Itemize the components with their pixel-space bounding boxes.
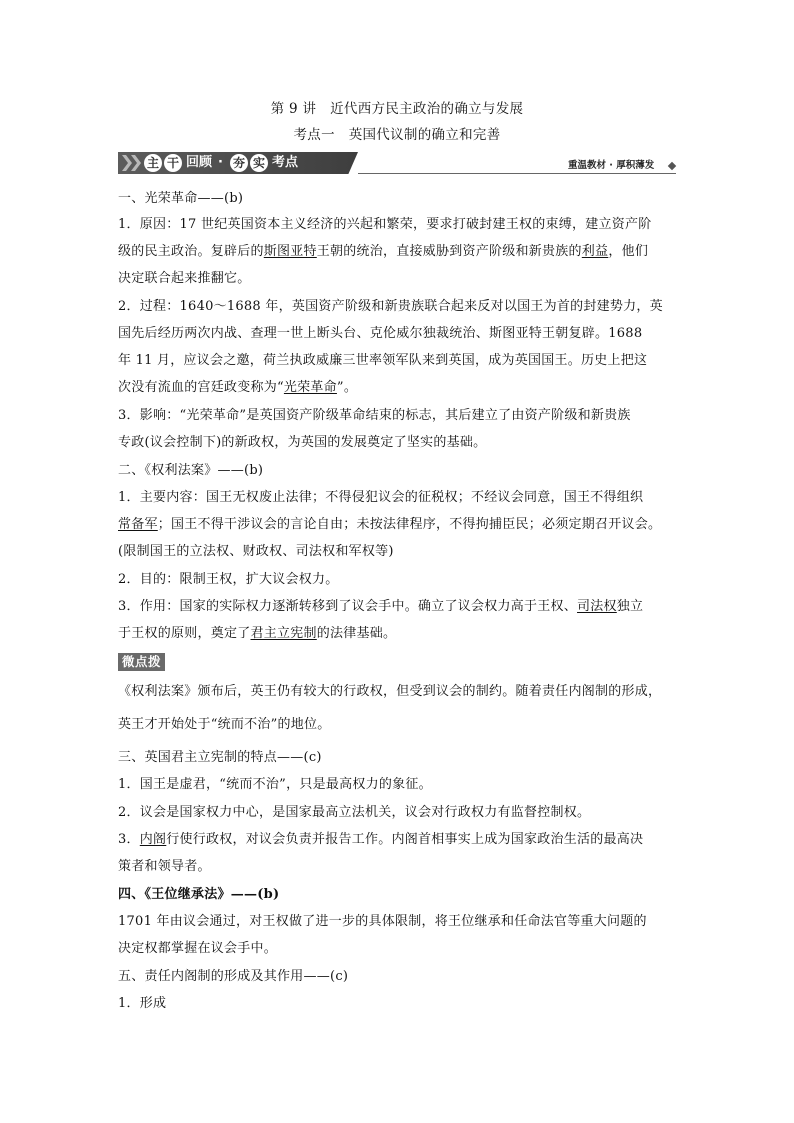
text: ，他们 xyxy=(608,244,649,259)
tip-char: 微 xyxy=(122,654,136,669)
text: ；国王不得干涉议会的言论自由；未按法律程序，不得拘捕臣民；必须定期召开议会。 xyxy=(157,517,662,532)
text: 行使行政权，对议会负责并报告工作。内阁首相事实上成为国家政治生活的最高决 xyxy=(166,832,644,847)
banner-text: 考点 xyxy=(272,155,299,170)
section-heading: 四、《王位继承法》——(b) xyxy=(118,887,280,902)
banner-text: 回顾 xyxy=(186,155,213,170)
banner-slogan: 重温教材 · 厚积薄发 xyxy=(568,160,655,171)
section-heading: 五、责任内阁制的形成及其作用——(c) xyxy=(118,969,349,984)
paragraph-line: 3．影响：“光荣革命”是英国资产阶级革命结束的标志，其后建立了由资产阶级和新贵族 xyxy=(118,408,631,423)
paragraph-line: 决定联合起来推翻它。 xyxy=(118,271,251,286)
paragraph-line: 1．国王是虚君，“统而不治”，只是最高权力的象征。 xyxy=(118,777,432,792)
paragraph-line xyxy=(118,379,357,397)
paragraph-line xyxy=(118,516,661,534)
tip-line: 《权利法案》颁布后，英王仍有较大的行政权，但受到议会的制约。随着责任内阁制的形成， xyxy=(118,684,662,699)
tip-line: 英王才开始处于“统而不治”的地位。 xyxy=(118,717,331,732)
text: 于王权的原则，奠定了 xyxy=(118,626,251,641)
paragraph-line xyxy=(118,243,648,261)
banner-divider xyxy=(358,173,676,174)
text: 3． xyxy=(118,832,140,847)
paragraph-line: 1．原因：17 世纪英国资本主义经济的兴起和繁荣，要求打破封建王权的束缚，建立资产阶 xyxy=(118,217,652,232)
lecture-title: 第 9 讲 近代西方民主政治的确立与发展 xyxy=(270,101,524,117)
diamond-icon xyxy=(668,162,676,170)
text: 级的民主政治。复辟后的 xyxy=(118,244,264,259)
underlined-term: 斯图亚特 xyxy=(263,244,317,259)
paragraph-line: 2．目的：限制王权，扩大议会权力。 xyxy=(118,572,339,587)
text: 的法律基础。 xyxy=(316,626,397,641)
banner-dot: · xyxy=(218,155,223,170)
paragraph-line: (限制国王的立法权、财政权、司法权和军权等) xyxy=(118,544,394,559)
underlined-term: 内阁 xyxy=(139,832,167,847)
paragraph-line: 专政(议会控制下)的新政权，为英国的发展奠定了坚实的基础。 xyxy=(118,435,487,450)
text: 次没有流血的宫廷政变称为“ xyxy=(118,380,284,395)
paragraph-line xyxy=(118,598,643,616)
text: ”。 xyxy=(336,380,358,395)
underlined-term: 常备军 xyxy=(118,517,158,532)
paragraph-line: 策者和领导者。 xyxy=(118,859,211,874)
paragraph-line: 决定权都掌握在议会手中。 xyxy=(118,941,278,956)
paragraph-line: 1701 年由议会通过，对王权做了进一步的具体限制，将王位继承和任命法官等重大问题的 xyxy=(118,914,647,929)
underlined-term: 利益 xyxy=(581,244,609,259)
banner-char-circle: 干 xyxy=(164,154,182,172)
text: 3．作用：国家的实际权力逐渐转移到了议会手中。确立了议会权力高于王权、 xyxy=(118,599,578,614)
section-heading: 三、英国君主立宪制的特点——(c) xyxy=(118,750,322,765)
paragraph-line: 1．形成 xyxy=(118,996,167,1011)
paragraph-line: 2．议会是国家权力中心，是国家最高立法机关，议会对行政权力有监督控制权。 xyxy=(118,805,591,820)
section-heading: 一、光荣革命——(b) xyxy=(118,191,244,206)
paragraph-line: 1．主要内容：国王无权废止法律；不得侵犯议会的征税权；不经议会同意，国王不得组织 xyxy=(118,490,644,505)
section-heading: 二、《权利法案》——(b) xyxy=(118,463,264,478)
paragraph-line xyxy=(118,831,643,849)
banner-char-circle: 夯 xyxy=(230,154,248,172)
paragraph-line: 国先后经历两次内战、查理一世上断头台、克伦威尔独裁统治、斯图亚特王朝复辟。1688 xyxy=(118,326,643,341)
banner-char-circle: 实 xyxy=(250,154,268,172)
paragraph-line: 2．过程：1640～1688 年，英国资产阶级和新贵族联合起来反对以国王为首的封建势力，英 xyxy=(118,299,663,314)
underlined-term: 君主立宪制 xyxy=(250,626,317,641)
underlined-term: 司法权 xyxy=(577,599,617,614)
text: 王朝的统治，直接威胁到资产阶级和新贵族的 xyxy=(316,244,582,259)
topic-title: 考点一 英国代议制的确立和完善 xyxy=(293,127,501,143)
tip-char: 拨 xyxy=(148,654,162,669)
tip-char: 点 xyxy=(135,654,149,669)
underlined-term: 光荣革命 xyxy=(283,380,337,395)
banner-char-circle: 主 xyxy=(144,154,162,172)
section-banner xyxy=(118,152,678,174)
tip-label-box xyxy=(118,653,165,671)
paragraph-line: 年 11 月，应议会之邀，荷兰执政威廉三世率领军队来到英国，成为英国国王。历史上把这 xyxy=(118,353,648,368)
paragraph-line xyxy=(118,625,396,643)
text: 独立 xyxy=(616,599,644,614)
